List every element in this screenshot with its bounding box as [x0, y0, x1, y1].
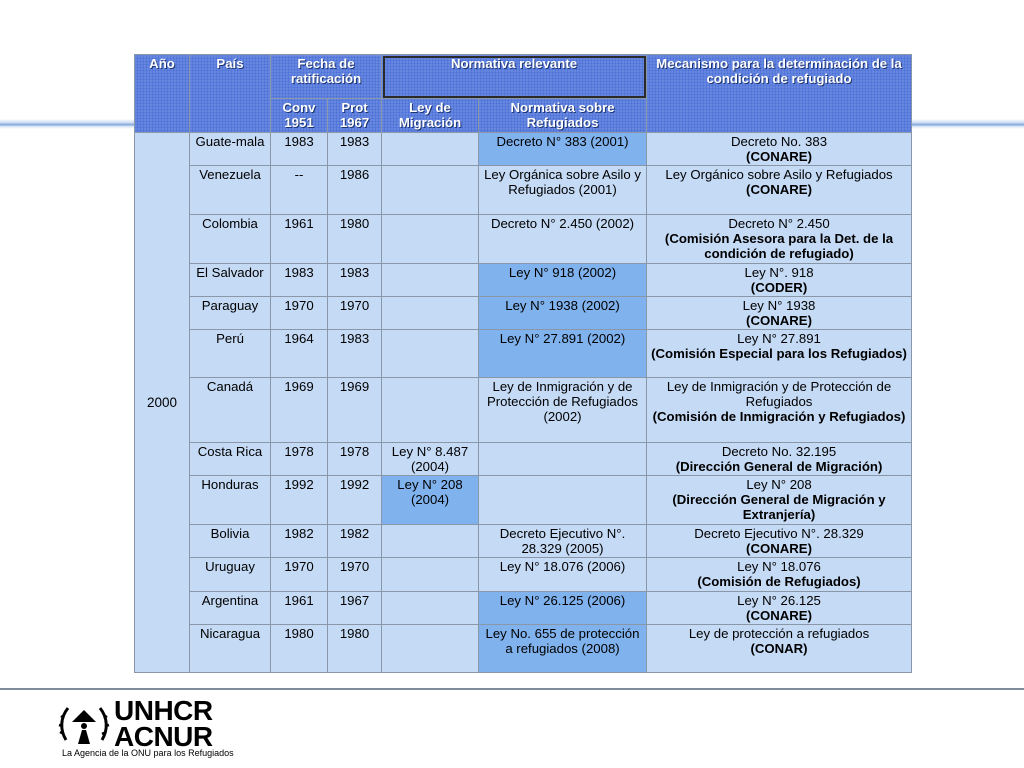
mecanismo-body: (Dirección General de Migración y Extranjería) [672, 492, 886, 522]
table-row [135, 166, 912, 215]
mecanismo-text: Decreto No. 383 [731, 134, 828, 149]
normativa-cell: Decreto N° 2.450 (2002) [479, 215, 647, 264]
mecanismo-cell [647, 443, 912, 476]
normativa-cell: Ley N° 918 (2002) [479, 264, 647, 297]
mecanismo-cell [647, 133, 912, 166]
normativa-cell: Decreto Ejecutivo N°. 28.329 (2005) [479, 525, 647, 558]
prot-cell: 1992 [328, 476, 382, 525]
prot-cell: 1970 [328, 558, 382, 592]
mecanismo-cell [647, 297, 912, 330]
mecanismo-body: (Comisión Asesora para la Det. de la condición de refugiado) [664, 231, 894, 261]
prot-cell: 1980 [328, 625, 382, 673]
ley-migracion-cell [382, 297, 479, 330]
ley-migracion-cell [382, 592, 479, 625]
refugee-legislation-table [134, 54, 912, 673]
prot-cell: 1970 [328, 297, 382, 330]
table-row [135, 525, 912, 558]
country-cell: Venezuela [190, 166, 271, 215]
header-conv-1951: Conv 1951 [271, 99, 328, 133]
mecanismo-cell [647, 378, 912, 443]
mecanismo-text: Ley N° 208 [746, 477, 812, 492]
mecanismo-cell [647, 264, 912, 297]
normativa-cell: Decreto N° 383 (2001) [479, 133, 647, 166]
conv-cell: 1982 [271, 525, 328, 558]
conv-cell: 1970 [271, 558, 328, 592]
ley-migracion-cell: Ley N° 208 (2004) [382, 476, 479, 525]
prot-cell: 1982 [328, 525, 382, 558]
conv-cell: 1961 [271, 592, 328, 625]
country-cell: Guate-mala [190, 133, 271, 166]
mecanismo-cell [647, 166, 912, 215]
header-prot-1967: Prot 1967 [328, 99, 382, 133]
logo-line-unhcr: UNHCR [114, 695, 213, 726]
prot-cell: 1967 [328, 592, 382, 625]
table-row [135, 558, 912, 592]
ley-migracion-cell: Ley N° 8.487 (2004) [382, 443, 479, 476]
conv-cell: 1969 [271, 378, 328, 443]
ley-migracion-cell [382, 378, 479, 443]
ley-migracion-cell [382, 525, 479, 558]
conv-cell: 1983 [271, 264, 328, 297]
table-row [135, 330, 912, 378]
mecanismo-body: (Dirección General de Migración) [675, 459, 883, 474]
mecanismo-cell [647, 525, 912, 558]
mecanismo-body: (Comisión de Inmigración y Refugiados) [652, 409, 906, 424]
mecanismo-cell [647, 592, 912, 625]
mecanismo-body: (CONARE) [746, 149, 812, 164]
year-cell: 2000 [135, 133, 190, 673]
country-cell: Honduras [190, 476, 271, 525]
mecanismo-cell [647, 476, 912, 525]
mecanismo-text: Decreto No. 32.195 [721, 444, 837, 459]
table-row [135, 476, 912, 525]
conv-cell: 1964 [271, 330, 328, 378]
header-fecha-ratificacion: Fecha de ratificación [271, 55, 382, 99]
table-row [135, 443, 912, 476]
table-row [135, 592, 912, 625]
prot-cell: 1983 [328, 264, 382, 297]
mecanismo-text: Ley Orgánico sobre Asilo y Refugiados [665, 167, 893, 182]
normativa-cell [479, 443, 647, 476]
mecanismo-text: Decreto Ejecutivo N°. 28.329 [694, 526, 864, 541]
country-cell: Argentina [190, 592, 271, 625]
ley-migracion-cell [382, 264, 479, 297]
mecanismo-body: (CONARE) [746, 182, 812, 197]
mecanismo-body: (CODER) [750, 280, 808, 295]
prot-cell: 1986 [328, 166, 382, 215]
header-pais: País [190, 55, 271, 133]
laurel-emblem-icon [58, 700, 110, 748]
logo-tagline: La Agencia de la ONU para los Refugiados [62, 748, 234, 758]
prot-cell: 1978 [328, 443, 382, 476]
header-normativa-relevante: Normativa relevante [382, 55, 647, 99]
mecanismo-body: (CONARE) [746, 313, 812, 328]
mecanismo-body: (CONAR) [750, 641, 808, 656]
conv-cell: 1961 [271, 215, 328, 264]
decorative-band-right [911, 119, 1024, 129]
conv-cell: -- [271, 166, 328, 215]
mecanismo-body: (CONARE) [746, 608, 812, 623]
unhcr-logo [58, 695, 258, 758]
normativa-cell: Ley N° 27.891 (2002) [479, 330, 647, 378]
normativa-cell: Ley Orgánica sobre Asilo y Refugiados (2001) [479, 166, 647, 215]
logo-line-acnur: ACNUR [114, 721, 213, 752]
table-row [135, 133, 912, 166]
header-mecanismo: Mecanismo para la determinación de la condición de refugiado [647, 55, 912, 133]
mecanismo-cell [647, 215, 912, 264]
mecanismo-cell [647, 330, 912, 378]
ley-migracion-cell [382, 215, 479, 264]
mecanismo-cell [647, 558, 912, 592]
header-anio: Año [135, 55, 190, 133]
mecanismo-body: (CONARE) [746, 541, 812, 556]
country-cell: El Salvador [190, 264, 271, 297]
mecanismo-body: (Comisión Especial para los Refugiados) [651, 346, 907, 361]
conv-cell: 1980 [271, 625, 328, 673]
mecanismo-text: Ley N° 1938 [742, 298, 816, 313]
mecanismo-text: Ley de protección a refugiados [688, 626, 870, 641]
country-cell: Colombia [190, 215, 271, 264]
normativa-cell: Ley N° 26.125 (2006) [479, 592, 647, 625]
normativa-cell: Ley No. 655 de protección a refugiados (2008) [479, 625, 647, 673]
normativa-cell: Ley N° 1938 (2002) [479, 297, 647, 330]
header-ley-migracion: Ley de Migración [382, 99, 479, 133]
ley-migracion-cell [382, 558, 479, 592]
prot-cell: 1983 [328, 133, 382, 166]
prot-cell: 1980 [328, 215, 382, 264]
ley-migracion-cell [382, 625, 479, 673]
mecanismo-text: Ley N° 18.076 [737, 559, 821, 574]
mecanismo-cell [647, 625, 912, 673]
mecanismo-text: Ley de Inmigración y de Protección de Refugiados [666, 379, 892, 409]
mecanismo-text: Ley N°. 918 [744, 265, 814, 280]
ley-migracion-cell [382, 330, 479, 378]
mecanismo-text: Ley N° 27.891 [737, 331, 821, 346]
normativa-cell: Ley de Inmigración y de Protección de Refugiados (2002) [479, 378, 647, 443]
conv-cell: 1970 [271, 297, 328, 330]
conv-cell: 1983 [271, 133, 328, 166]
table-row [135, 378, 912, 443]
table-row [135, 625, 912, 673]
normativa-cell [479, 476, 647, 525]
conv-cell: 1992 [271, 476, 328, 525]
country-cell: Perú [190, 330, 271, 378]
country-cell: Bolivia [190, 525, 271, 558]
country-cell: Paraguay [190, 297, 271, 330]
header-normativa-refugiados: Normativa sobre Refugiados [479, 99, 647, 133]
country-cell: Uruguay [190, 558, 271, 592]
normativa-cell: Ley N° 18.076 (2006) [479, 558, 647, 592]
prot-cell: 1969 [328, 378, 382, 443]
conv-cell: 1978 [271, 443, 328, 476]
decorative-band-left [0, 119, 134, 129]
footer-divider [0, 688, 1024, 690]
ley-migracion-cell [382, 166, 479, 215]
mecanismo-text: Ley N° 26.125 [737, 593, 821, 608]
country-cell: Costa Rica [190, 443, 271, 476]
ley-migracion-cell [382, 133, 479, 166]
country-cell: Canadá [190, 378, 271, 443]
mecanismo-body: (Comisión de Refugiados) [697, 574, 861, 589]
table-row [135, 264, 912, 297]
table-row [135, 215, 912, 264]
logo-wordmark [114, 695, 213, 752]
country-cell: Nicaragua [190, 625, 271, 673]
mecanismo-text: Decreto N° 2.450 [728, 216, 830, 231]
table-row [135, 297, 912, 330]
prot-cell: 1983 [328, 330, 382, 378]
